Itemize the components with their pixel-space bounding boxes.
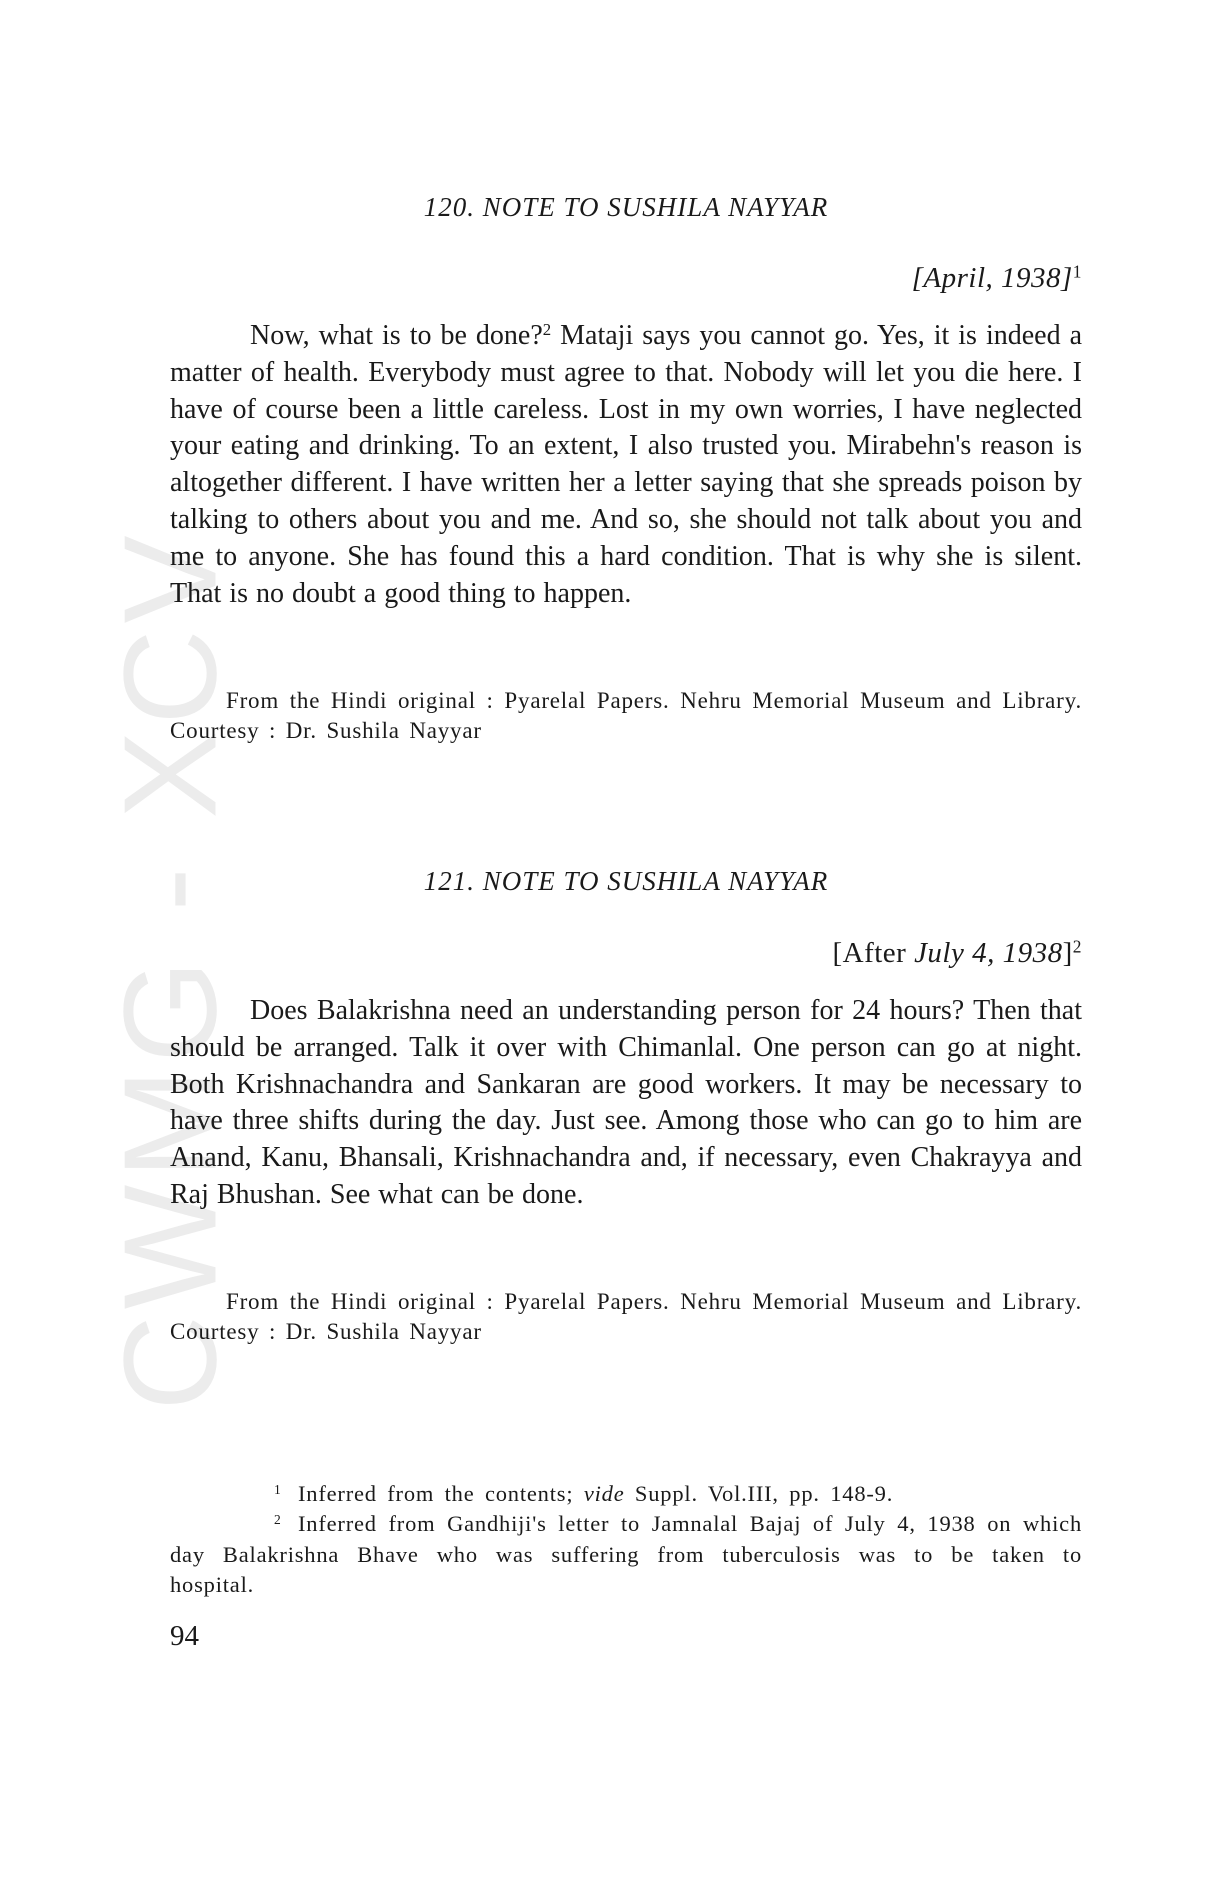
footnote-ref-2b: 2 bbox=[1072, 936, 1082, 957]
footnote-ref-1: 1 bbox=[1072, 261, 1082, 282]
section-120-date bbox=[912, 262, 1082, 295]
footnote-2: $^2$ Inferred from Gandhiji's letter to Jamnalal Bajaj of July 4, 1938 on which day Balakrishna Bhave who was suffering from tuberculosis was to be taken to hospital. bbox=[170, 1511, 1082, 1597]
section-121-date bbox=[832, 937, 1082, 970]
footnote-2-text: Inferred from Gandhiji's letter to Jamnalal Bajaj of July 4, 1938 on which day Balakrishna Bhave who was suffering from tuberculosis was to be taken to hospital. bbox=[170, 1511, 1082, 1597]
section-120-date-italic: [April, 1938] bbox=[911, 262, 1073, 294]
footnote-1-text-end: Suppl. Vol.III, pp. 148-9. bbox=[624, 1481, 894, 1506]
footnote-1-italic: vide bbox=[583, 1481, 625, 1506]
section-121-body bbox=[170, 993, 1082, 1214]
section-120-source: From the Hindi original : Pyarelal Papers. Nehru Memorial Museum and Library. Courtesy : Dr. Sushila Nayyar bbox=[170, 688, 1082, 743]
section-120-body bbox=[170, 318, 1082, 612]
footnote-1: $^1$ Inferred from the contents; vide Suppl. Vol.III, pp. 148-9. bbox=[274, 1481, 894, 1506]
watermark-text: CWMG - XCV bbox=[96, 529, 244, 1411]
section-121-date-italic: July 4, 1938 bbox=[914, 937, 1063, 969]
section-121-body-start: Does Balakrishna need an understanding person for 24 hours? Then that should be arranged. Talk it over with Chimanlal. One person can go at night. Both Krishnachandra and Sankaran are good workers. It may be necessary to have three shifts during the day. Just see. Among those who can go to him are Anand, Kanu, Bhansali, Krishnachandra and, if necessary, even Chakrayya and Raj Bhushan. See what can be done. bbox=[170, 995, 1082, 1210]
section-120-body-rest: Mataji says you cannot go. Yes, it is indeed a matter of health. Everybody must agree to that. Nobody will let you die here. I have of course been a little careless. Lost in my own worries, I have neglected your eating and drinking. To an extent, I also trusted you. Mirabehn's reason is altogether different. I have written her a letter saying that she spreads poison by talking to others about you and me. And so, she should not talk about you and me to anyone. She has found this a hard condition. That is why she is silent. That is no doubt a good thing to happen. bbox=[170, 320, 1082, 609]
section-120-body-start: Now, what is to be done? bbox=[250, 320, 543, 351]
section-121-heading: 121. NOTE TO SUSHILA NAYYAR bbox=[423, 866, 829, 896]
footnote-1-text: Inferred from the contents; bbox=[298, 1481, 584, 1506]
section-121-source: From the Hindi original : Pyarelal Papers. Nehru Memorial Museum and Library. Courtesy : Dr. Sushila Nayyar bbox=[170, 1289, 1082, 1344]
section-120-heading: 120. NOTE TO SUSHILA NAYYAR bbox=[423, 192, 829, 222]
section-121-date-prefix: [After bbox=[832, 937, 915, 969]
footnote-ref-2: 2 bbox=[542, 319, 552, 339]
page-number: 94 bbox=[170, 1620, 199, 1652]
section-121-date-suffix: ] bbox=[1062, 937, 1073, 969]
